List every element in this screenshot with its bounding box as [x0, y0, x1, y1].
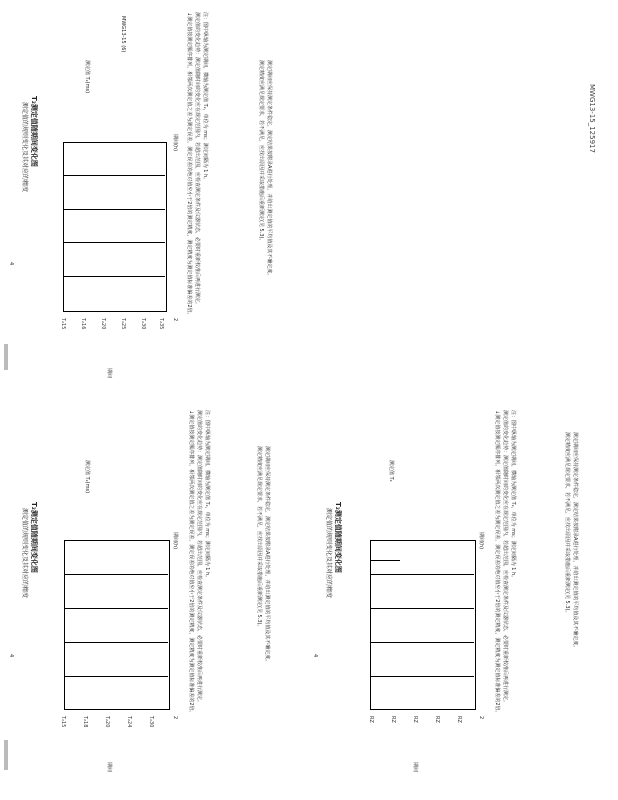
gridline — [64, 642, 168, 643]
page-marker — [4, 740, 8, 770]
footnote-line: 测定值的变化趋势：测定值随时间的变化应在规定范围内，若超出范围，应检查测定条件及仪器状态，必要时重新校准后再进行测定。 — [196, 410, 202, 706]
gridline — [64, 608, 168, 609]
body-line: 测定期间应保持测定条件稳定，测定结果按附录A进行处理，并给出测定值的平均值及其不确定度。 — [572, 432, 578, 651]
axis-tick-label: T₂20 — [104, 716, 110, 728]
body-line: 测定精度应满足规定要求，若不满足，应找出原因并采取措施后重新测定(见 5.3)。 — [564, 432, 570, 616]
footnote-line: 注：图中纵轴为测定期间，横轴为测定值 T₂，单位为 ms；测定间隔为 1 h。 — [202, 12, 208, 183]
gridline — [370, 676, 474, 677]
figure-subtitle: 测定值的规则变化及其对应的精度 — [21, 508, 28, 599]
figure-subtitle: 测定值的规则变化及其对应的精度 — [325, 508, 332, 599]
chart-plot-area — [63, 142, 167, 312]
axis-tick-label: T₂24 — [126, 716, 132, 728]
body-line: 测定精度应满足规定要求，若不满足，应找出原因并采取措施后重新测定(见 5.3)。 — [258, 60, 264, 244]
gridline — [63, 209, 165, 210]
gridline — [370, 560, 400, 561]
footnote-line: ↓测定值按测定顺序排列，相邻两次测定值之差为测定误差，测定误差的绝对值应小于2倍的测定精度，测定精度为测定值标准偏差的2倍。 — [188, 410, 194, 716]
axis-tick-label: T₂30 — [148, 716, 154, 728]
axis-label: 测定值 T₂(ms) — [84, 60, 90, 94]
axis-tick-label: T₂25 — [120, 318, 126, 330]
axis-tick-label: T₂16 — [80, 318, 86, 330]
chart-plot-area — [64, 540, 170, 710]
gridline — [64, 676, 168, 677]
gridline — [370, 642, 474, 643]
axis-tick-label: RZ — [412, 716, 418, 723]
end-label: 期间(h) — [172, 134, 178, 152]
axis-tick-label: T₂35 — [158, 318, 164, 330]
body-line: 测定期间应保持测定条件稳定，测定结果按附录A进行处理，并给出测定值的平均值及其不确定度。 — [264, 446, 270, 665]
end-label: 期间(h) — [478, 532, 484, 550]
period-label: 期间 — [106, 368, 112, 379]
gridline — [63, 276, 165, 277]
axis-tick-label: RZ — [368, 716, 374, 723]
body-line: 测定期间应保持测定条件稳定，测定结果按附录A进行处理，并给出测定值的平均值及其不确定度。 — [266, 60, 272, 279]
footnote-line: ↓测定值按测定顺序排列，相邻两次测定值之差为测定误差，测定误差的绝对值应小于2倍的测定精度，测定精度为测定值标准偏差的2倍。 — [186, 12, 192, 318]
axis-tick-label: T₂15 — [60, 318, 66, 330]
gridline — [370, 574, 474, 575]
period-label: 期间 — [412, 762, 418, 773]
gridline — [63, 175, 165, 176]
end-label: 期间(h) — [172, 532, 178, 550]
gridline — [63, 242, 165, 243]
body-line: 测定精度应满足规定要求，若不满足，应找出原因并采取措施后重新测定(见 5.3)。 — [256, 446, 262, 630]
period-label: 期间 — [106, 762, 112, 773]
gridline — [370, 608, 474, 609]
axis-tick-label: T₂20 — [100, 318, 106, 330]
figure-title: T₂测定值随期间变化图 — [30, 96, 38, 167]
page-number: 4 — [312, 654, 318, 658]
footnote-line: 测定值的变化趋势：测定值随时间的变化应在规定范围内，若超出范围，应检查测定条件及仪器状态，必要时重新校准后再进行测定。 — [502, 410, 508, 706]
footnote-line: 注：图中纵轴为测定期间，横轴为测定值 T₂，单位为 ms；测定间隔为 1 h。 — [510, 410, 516, 581]
gridline — [64, 574, 168, 575]
axis-label: 测定值 T₂ — [388, 460, 394, 482]
page-number: 4 — [8, 262, 14, 266]
axis-label: 测定值 T₂(ms) — [84, 460, 90, 494]
footnote-line: ↓测定值按测定顺序排列，相邻两次测定值之差为测定误差，测定误差的绝对值应小于2倍的测定精度，测定精度为测定值标准偏差的2倍。 — [494, 410, 500, 716]
figure-subtitle: 测定值的规则变化及其对应的精度 — [21, 102, 28, 193]
axis-tick-label: T₂30 — [140, 318, 146, 330]
axis-tick-label: RZ — [390, 716, 396, 723]
start-label: 2 — [478, 716, 484, 720]
start-label: 2 — [172, 318, 178, 322]
footnote-line: 注：图中纵轴为测定期间，横轴为测定值 T₂，单位为 ms；测定间隔为 1 h。 — [204, 410, 210, 581]
footnote-line: 测定值的变化趋势：测定值随时间的变化应在规定范围内，若超出范围，应检查测定条件及仪器状态，必要时重新校准后再进行测定。 — [194, 12, 200, 308]
start-label: 2 — [172, 716, 178, 720]
figure-title: T₂测定值随期间变化图 — [334, 502, 342, 573]
document-id: MWG13-15_125917 — [588, 84, 596, 153]
page-number: 4 — [8, 654, 14, 658]
figure-title: T₂测定值随期间变化图 — [30, 502, 38, 573]
corner-note: MWG13-15 (6) — [120, 16, 126, 53]
chart-plot-area — [370, 540, 476, 710]
page-marker — [4, 344, 8, 370]
axis-tick-label: T₂18 — [82, 716, 88, 728]
axis-tick-label: RZ — [456, 716, 462, 723]
axis-tick-label: T₂15 — [60, 716, 66, 728]
axis-tick-label: RZ — [434, 716, 440, 723]
